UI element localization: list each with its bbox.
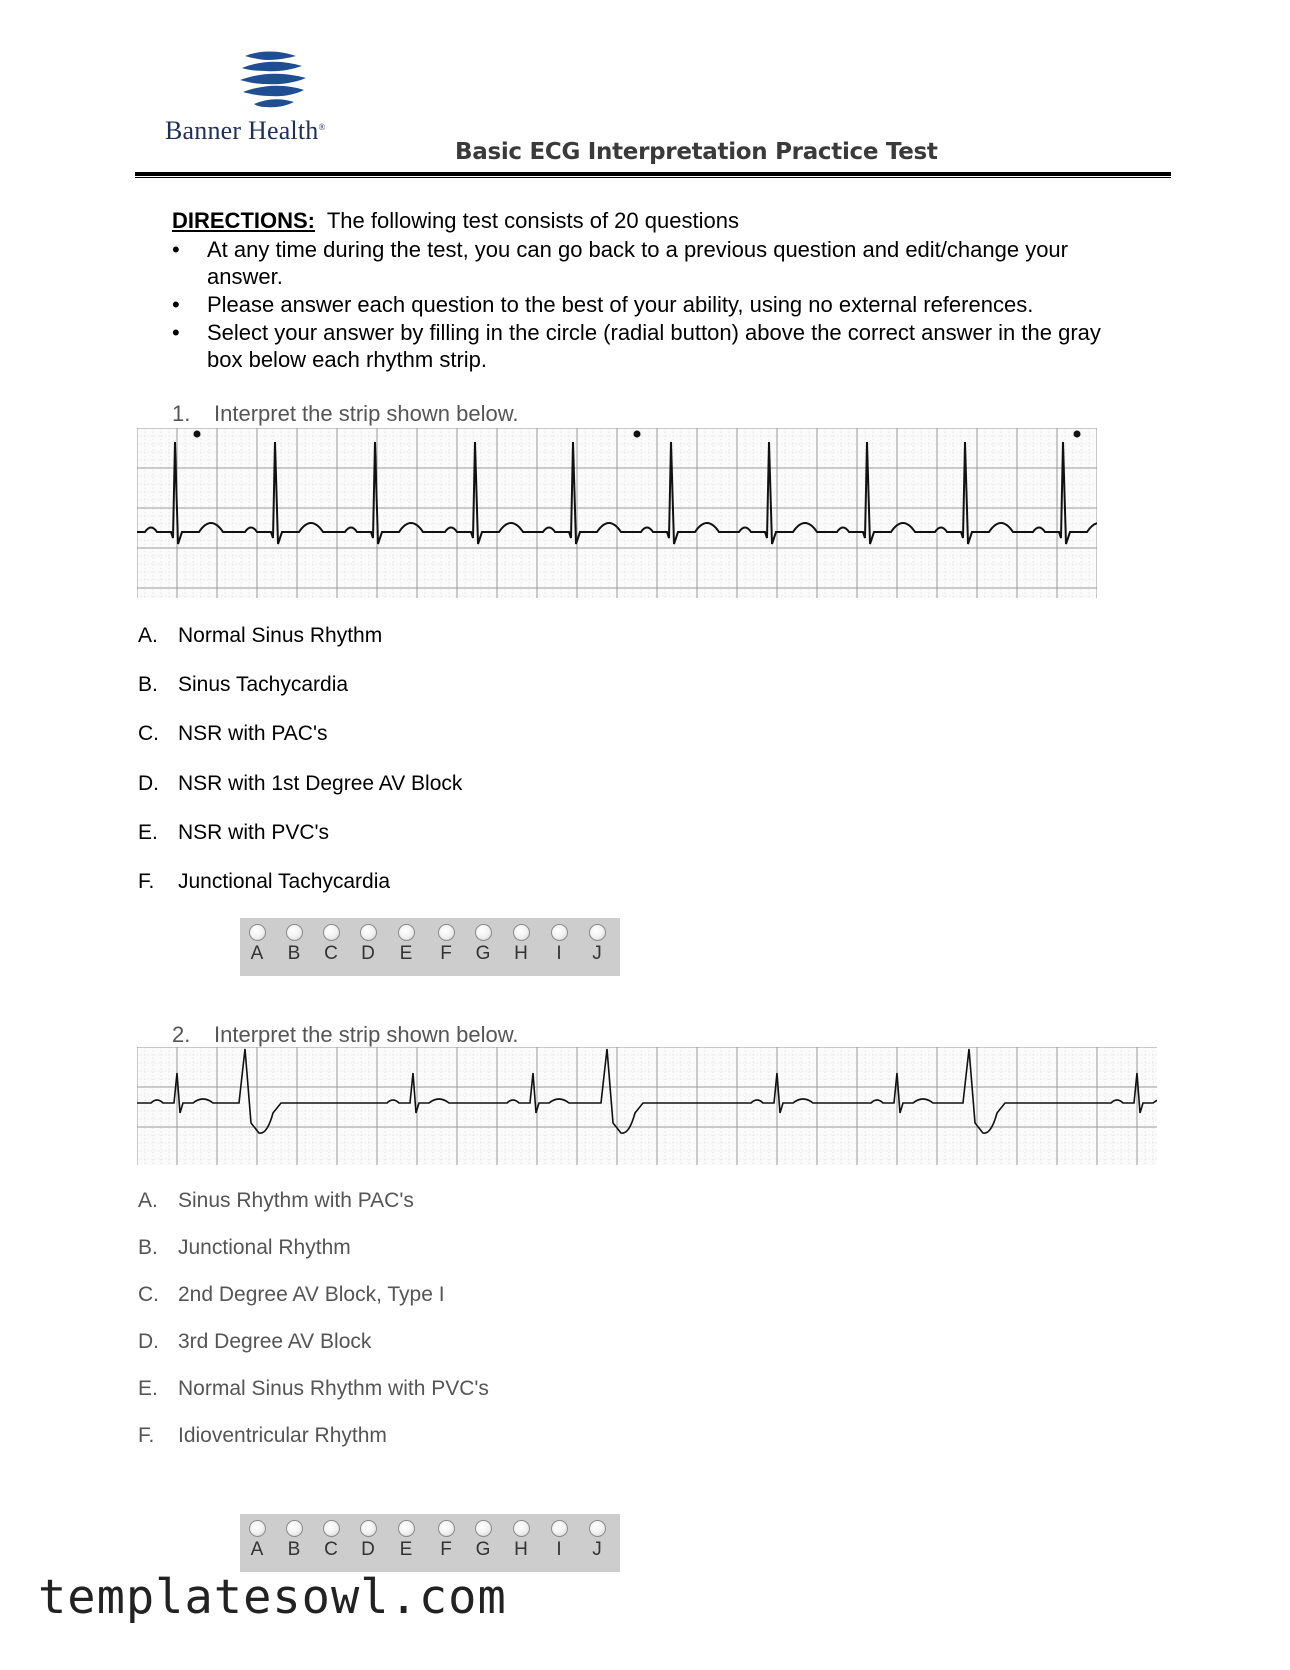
answer-letter: H <box>514 1539 528 1560</box>
radio-button[interactable] <box>360 924 377 941</box>
q2-answer-option-f <box>431 1520 461 1561</box>
answer-letter: D <box>361 1539 375 1560</box>
answer-letter: G <box>475 1539 491 1560</box>
question-2-title: 2. Interpret the strip shown below. <box>172 1022 519 1047</box>
strip-marker <box>1074 431 1081 438</box>
directions-label: DIRECTIONS: <box>172 208 315 233</box>
answer-letter: C <box>324 1539 338 1560</box>
q2-option-a: A. Sinus Rhythm with PAC's <box>138 1189 414 1212</box>
ecg-grid <box>137 1047 1157 1165</box>
answer-letter: I <box>556 943 562 964</box>
radio-button[interactable] <box>475 924 492 941</box>
strip-marker <box>634 431 641 438</box>
radio-button[interactable] <box>360 1520 377 1537</box>
answer-letter: F <box>440 943 452 964</box>
radio-button[interactable] <box>551 1520 568 1537</box>
ecg-strip-2 <box>137 1047 1157 1165</box>
logo-text: Banner Health® <box>165 116 326 145</box>
radio-button[interactable] <box>513 1520 530 1537</box>
q2-answer-box <box>240 1514 620 1572</box>
q2-option-c: C. 2nd Degree AV Block, Type I <box>138 1283 445 1306</box>
q2-answer-option-i <box>544 1520 574 1561</box>
radio-button[interactable] <box>323 1520 340 1537</box>
page-title: Basic ECG Interpretation Practice Test <box>455 139 938 165</box>
q1-answer-option-j <box>582 924 612 965</box>
watermark: templatesowl.com <box>38 1570 507 1625</box>
answer-letter: A <box>250 943 264 964</box>
radio-button[interactable] <box>286 924 303 941</box>
directions <box>172 208 739 234</box>
directions-intro: The following test consists of 20 questions <box>326 208 739 233</box>
q2-answer-option-g <box>468 1520 498 1561</box>
q1-answer-option-a <box>242 924 272 965</box>
answer-letter: E <box>399 943 413 964</box>
radio-button[interactable] <box>513 924 530 941</box>
answer-letter: A <box>250 1539 264 1560</box>
q2-answer-option-a <box>242 1520 272 1561</box>
q2-option-f: F. Idioventricular Rhythm <box>138 1424 387 1447</box>
radio-button[interactable] <box>589 924 606 941</box>
q1-option-a: A. Normal Sinus Rhythm <box>138 624 383 647</box>
answer-letter: D <box>361 943 375 964</box>
radio-button[interactable] <box>589 1520 606 1537</box>
answer-letter: J <box>592 1539 602 1560</box>
header-rule <box>135 172 1171 176</box>
answer-letter: I <box>556 1539 562 1560</box>
banner-health-logo-icon <box>160 48 360 118</box>
q1-answer-box <box>240 918 620 976</box>
question-1-title: 1. Interpret the strip shown below. <box>172 401 519 426</box>
answer-letter: E <box>399 1539 413 1560</box>
q1-answer-option-i <box>544 924 574 965</box>
q2-answer-option-j <box>582 1520 612 1561</box>
q1-option-b: B. Sinus Tachycardia <box>138 673 349 696</box>
q1-answer-option-g <box>468 924 498 965</box>
q2-option-b: B. Junctional Rhythm <box>138 1236 351 1259</box>
ecg-strip-1 <box>137 428 1097 598</box>
answer-letter: B <box>287 1539 301 1560</box>
q1-answer-option-d <box>353 924 383 965</box>
radio-button[interactable] <box>438 924 455 941</box>
radio-button[interactable] <box>475 1520 492 1537</box>
q2-answer-option-c <box>316 1520 346 1561</box>
answer-letter: C <box>324 943 338 964</box>
radio-button[interactable] <box>438 1520 455 1537</box>
radio-button[interactable] <box>249 924 266 941</box>
q1-option-f: F. Junctional Tachycardia <box>138 870 391 893</box>
answer-letter: H <box>514 943 528 964</box>
ecg-grid <box>137 428 1097 598</box>
q2-answer-option-d <box>353 1520 383 1561</box>
radio-button[interactable] <box>323 924 340 941</box>
q1-answer-option-c <box>316 924 346 965</box>
q1-answer-option-b <box>279 924 309 965</box>
answer-letter: F <box>440 1539 452 1560</box>
radio-button[interactable] <box>398 924 415 941</box>
q1-option-e: E. NSR with PVC's <box>138 821 330 844</box>
header-rule-thin <box>135 177 1171 178</box>
q1-option-c: C. NSR with PAC's <box>138 722 328 745</box>
q2-option-d: D. 3rd Degree AV Block <box>138 1330 372 1353</box>
q1-answer-option-e <box>391 924 421 965</box>
answer-letter: J <box>592 943 602 964</box>
q1-answer-option-h <box>506 924 536 965</box>
answer-letter: G <box>475 943 491 964</box>
radio-button[interactable] <box>551 924 568 941</box>
radio-button[interactable] <box>398 1520 415 1537</box>
answer-letter: B <box>287 943 301 964</box>
q2-answer-option-e <box>391 1520 421 1561</box>
q2-answer-option-b <box>279 1520 309 1561</box>
strip-marker <box>194 431 201 438</box>
radio-button[interactable] <box>249 1520 266 1537</box>
q2-option-e: E. Normal Sinus Rhythm with PVC's <box>138 1377 489 1400</box>
q1-option-d: D. NSR with 1st Degree AV Block <box>138 772 463 795</box>
q1-answer-option-f <box>431 924 461 965</box>
q2-answer-option-h <box>506 1520 536 1561</box>
radio-button[interactable] <box>286 1520 303 1537</box>
